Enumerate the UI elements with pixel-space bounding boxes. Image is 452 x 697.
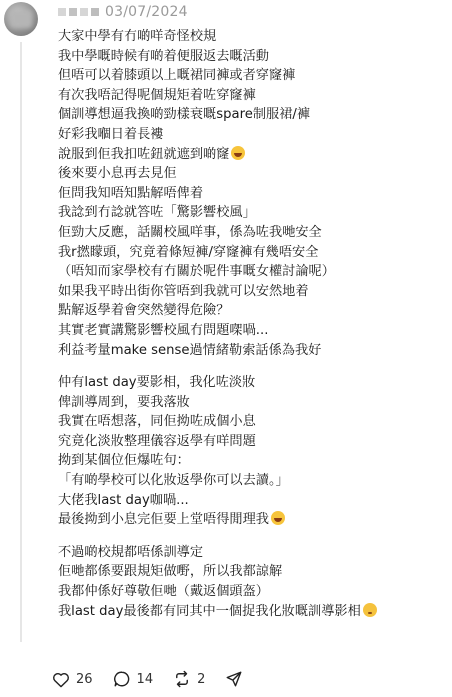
like-count: 26 xyxy=(76,671,93,687)
comment-bubble-icon xyxy=(113,670,131,688)
comment-button[interactable] xyxy=(113,670,154,688)
thread-line xyxy=(20,42,22,642)
avatar-image xyxy=(10,10,32,28)
heart-icon xyxy=(52,671,70,688)
paragraph-3 xyxy=(58,543,446,621)
username-redacted[interactable] xyxy=(58,8,99,16)
text-line: 我實在唔想落，同佢拗咗成個小息 xyxy=(58,414,256,430)
post-body xyxy=(58,27,446,634)
action-bar xyxy=(52,670,243,688)
repost-count: 2 xyxy=(197,671,206,687)
text-line: 我r撚矇頭，究竟着條短褲/穿窿褲有幾唔安全 xyxy=(58,244,319,260)
like-button[interactable] xyxy=(52,671,93,688)
text-line: 如果我平時出街你管唔到我就可以安然地着 xyxy=(58,283,309,299)
text-line: 好彩我嗰日着長褸 xyxy=(58,126,164,142)
text-line-with-emoji xyxy=(58,145,446,165)
text-line: 佢哋都係要跟規矩做嘢，所以我都諒解 xyxy=(58,564,283,580)
text-span: 我last day最後都有同其中一個捉我化妝嘅訓導影相 xyxy=(58,603,361,619)
text-line: 我都仲係好尊敬佢哋（戴返個頭盔） xyxy=(58,584,269,600)
text-line: 拗到某個位佢爆咗句： xyxy=(58,453,190,469)
paragraph-2 xyxy=(58,373,446,530)
text-line: （唔知而家學校有冇關於呢件事嘅女權討論呢） xyxy=(58,264,335,280)
pleading-emoji xyxy=(363,603,377,617)
text-line: 我諗到冇諗就答咗「驚影響校風」 xyxy=(58,205,256,221)
text-line: 仲有last day要影相，我化咗淡妝 xyxy=(58,375,256,391)
text-line: 究竟化淡妝整理儀容返學有咩問題 xyxy=(58,433,256,449)
text-line: 大佬我last day咖喎... xyxy=(58,492,189,508)
share-button[interactable] xyxy=(225,670,243,688)
redaction-block xyxy=(69,8,77,16)
text-line: 點解返學着會突然變得危險？ xyxy=(58,303,230,319)
repost-icon xyxy=(173,670,191,688)
text-line-with-emoji xyxy=(58,602,446,622)
text-line: 有次我唔記得呢個規矩着咗穿窿褲 xyxy=(58,87,256,103)
text-span: 最後拗到小息完佢要上堂唔得閒理我 xyxy=(58,512,269,528)
redaction-block xyxy=(58,8,66,16)
text-span: 說服到佢我扣咗鈕就遮到啲窿 xyxy=(58,146,230,162)
redaction-block xyxy=(80,8,88,16)
text-line: 個訓導想逼我換啲勁樣衰嘅spare制服裙/褲 xyxy=(58,107,311,123)
text-line: 後來要小息再去見佢 xyxy=(58,166,177,182)
text-line: 大家中學有冇啲咩奇怪校規 xyxy=(58,29,217,44)
text-line: 我中學嘅時候有啲着便服返去嘅活動 xyxy=(58,48,269,64)
post-date: 03/07/2024 xyxy=(105,4,188,20)
send-icon xyxy=(225,670,243,688)
grinning-sweat-emoji xyxy=(271,511,285,525)
redaction-block xyxy=(91,8,99,16)
text-line-with-emoji xyxy=(58,510,446,530)
text-line: 利益考量make sense過情緒勒索話係為我好 xyxy=(58,342,322,358)
text-line: 佢勁大反應，話關校風咩事，係為咗我哋安全 xyxy=(58,224,322,240)
grinning-sweat-emoji xyxy=(231,146,245,160)
comment-count: 14 xyxy=(136,671,154,687)
text-line: 不過啲校規都唔係訓導定 xyxy=(58,544,204,560)
text-line: 俾訓導周到，要我落妝 xyxy=(58,394,190,410)
post-header xyxy=(58,2,188,22)
text-line: 其實老實講驚影響校風冇問題㗎喎... xyxy=(58,322,269,338)
avatar[interactable] xyxy=(4,2,38,36)
repost-button[interactable] xyxy=(173,670,205,688)
text-line: 「有啲學校可以化妝返學你可以去讀。」 xyxy=(58,473,289,489)
text-line: 佢問我知唔知點解唔俾着 xyxy=(58,185,204,201)
paragraph-1 xyxy=(58,27,446,360)
text-line: 但唔可以着膝頭以上嘅裙同褲或者穿窿褲 xyxy=(58,68,296,84)
